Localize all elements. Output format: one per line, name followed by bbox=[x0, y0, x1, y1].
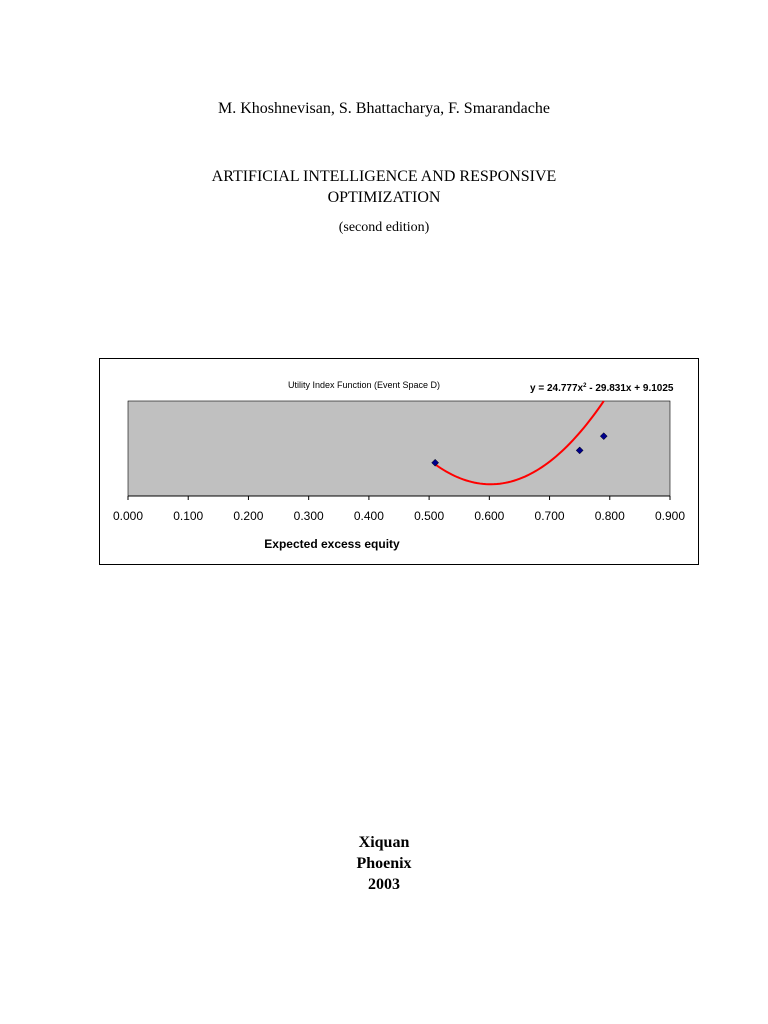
x-tick-label: 0.400 bbox=[353, 509, 384, 523]
x-tick-label: 0.800 bbox=[594, 509, 625, 523]
equation-superscript: 2 bbox=[583, 383, 587, 389]
equation-suffix: - 29.831x + 9.1025 bbox=[586, 383, 674, 394]
x-tick-labels bbox=[113, 509, 685, 523]
x-tick-label: 0.200 bbox=[233, 509, 264, 523]
x-tick-label: 0.600 bbox=[474, 509, 505, 523]
x-axis bbox=[128, 496, 670, 500]
plot-area bbox=[128, 401, 670, 496]
equation-prefix: y = 24.777x bbox=[530, 383, 584, 394]
x-tick-label: 0.900 bbox=[654, 509, 686, 523]
trendline-equation bbox=[530, 383, 674, 394]
title-line-1: ARTIFICIAL INTELLIGENCE AND RESPONSIVE bbox=[211, 168, 557, 185]
x-tick-label: 0.700 bbox=[534, 509, 565, 523]
publisher-name: Xiquan bbox=[358, 834, 410, 851]
authors-line: M. Khoshnevisan, S. Bhattacharya, F. Smarandache bbox=[218, 100, 550, 117]
x-tick-label: 0.500 bbox=[414, 509, 445, 523]
x-tick-label: 0.100 bbox=[173, 509, 204, 523]
title-line-2: OPTIMIZATION bbox=[327, 189, 441, 206]
publisher-city: Phoenix bbox=[356, 855, 412, 872]
chart-title: Utility Index Function (Event Space D) bbox=[287, 380, 441, 390]
x-tick-label: 0.300 bbox=[293, 509, 324, 523]
publication-year: 2003 bbox=[368, 876, 400, 893]
chart-canvas bbox=[100, 359, 700, 566]
x-axis-label: Expected excess equity bbox=[264, 537, 400, 551]
publisher-block bbox=[0, 832, 768, 895]
book-title bbox=[0, 166, 768, 208]
edition-note: (second edition) bbox=[338, 220, 430, 235]
x-tick-label: 0.000 bbox=[112, 509, 144, 523]
utility-chart bbox=[99, 358, 699, 565]
